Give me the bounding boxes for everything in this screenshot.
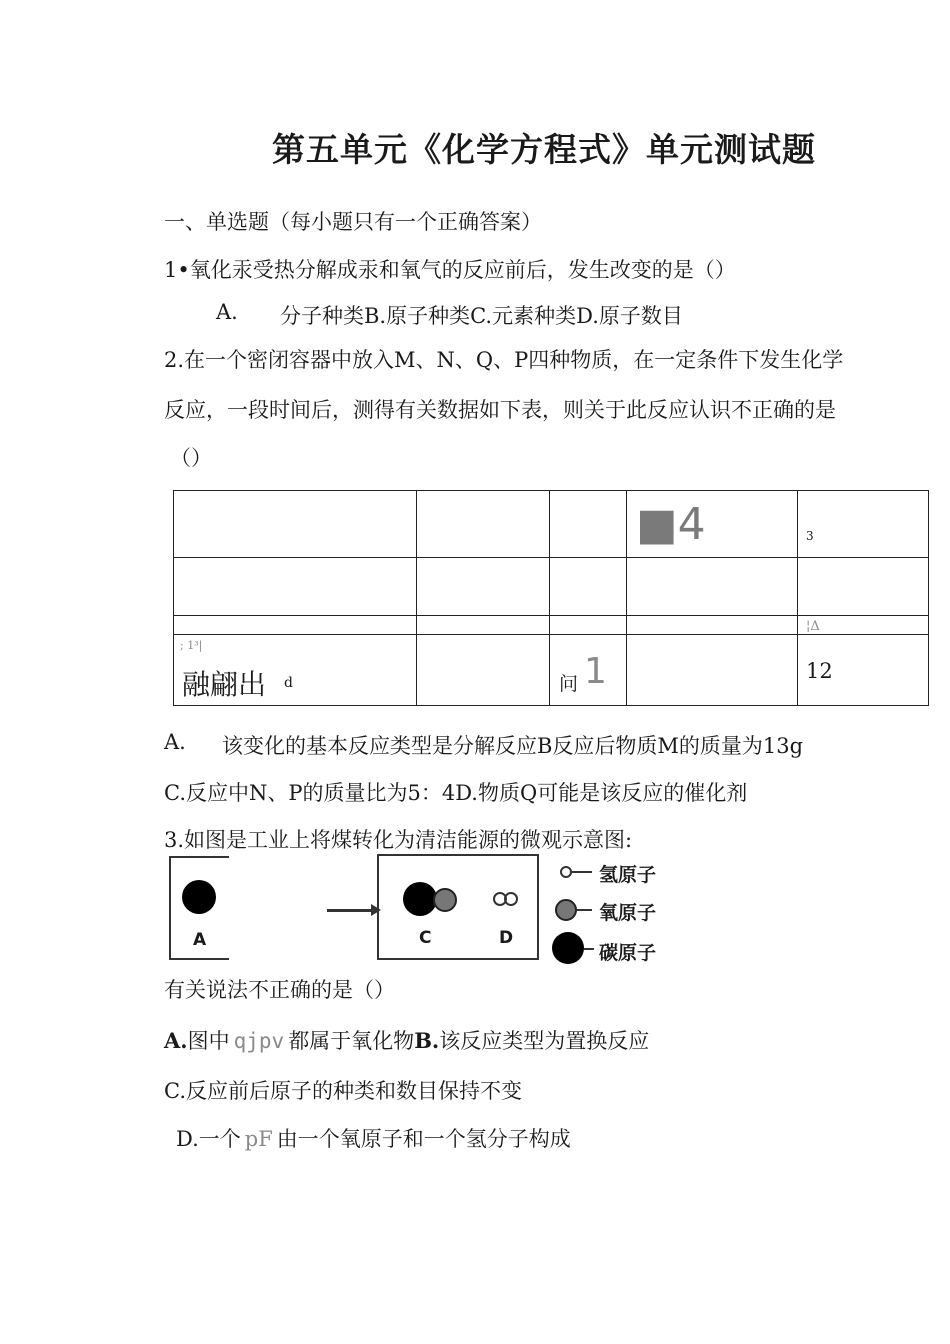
table-cell: 3 <box>806 529 814 543</box>
page-title: 第五单元《化学方程式》单元测试题 <box>272 130 816 169</box>
data-table <box>173 490 929 706</box>
legend-carbon: 碳原子 <box>599 942 657 964</box>
carbon-legend-icon <box>552 932 584 964</box>
table-cell: 融翩出 <box>182 668 267 701</box>
table-col-divider <box>797 491 798 705</box>
question-2-stem-line1: 2.在一个密闭容器中放入M、N、Q、P四种物质，在一定条件下发生化学 <box>164 348 844 372</box>
table-row-divider <box>174 615 928 616</box>
question-3-option-c: C.反应前后原子的种类和数目保持不变 <box>164 1079 522 1103</box>
table-col-divider <box>549 491 550 705</box>
option-a-text-2: 都属于氧化物 <box>288 1029 415 1053</box>
question-2-options-ab: 该变化的基本反应类型是分解反应B反应后物质M的质量为13g <box>222 734 804 758</box>
question-2-stem-line2: 反应，一段时间后，测得有关数据如下表，则关于此反应认识不正确的是 <box>164 398 836 422</box>
table-cell: ■4 <box>636 499 706 550</box>
question-1-options: 分子种类B.原子种类C.元素种类D.原子数目 <box>280 304 683 328</box>
table-cell: d <box>284 675 293 691</box>
table-cell: ; 1³| <box>180 639 203 652</box>
legend-line <box>572 871 592 873</box>
question-3-options-ab <box>164 1025 649 1055</box>
arrow-shaft <box>327 909 373 912</box>
section-heading: 一、单选题（每小题只有一个正确答案） <box>164 210 542 234</box>
table-col-divider <box>626 491 627 705</box>
table-cell: ¦Δ <box>806 619 820 634</box>
table-cell: 1 <box>584 651 607 692</box>
option-b-text: 该反应类型为置换反应 <box>439 1029 650 1053</box>
legend-line <box>584 948 594 950</box>
question-3-option-d <box>176 1123 571 1153</box>
table-cell: 问 <box>559 673 579 695</box>
option-b-marker: B. <box>414 1028 440 1053</box>
question-2-stem-line3: （） <box>170 446 212 470</box>
table-col-divider <box>416 491 417 705</box>
label-c: C <box>419 928 432 948</box>
question-2-option-a-marker: A. <box>164 730 186 754</box>
option-d-text-2: 由一个氧原子和一个氢分子构成 <box>276 1127 571 1151</box>
reaction-diagram <box>167 852 677 968</box>
legend-hydrogen: 氢原子 <box>599 864 657 886</box>
hydrogen-legend-icon <box>560 866 572 878</box>
question-1-stem: 1•氧化汞受热分解成汞和氧气的反应前后，发生改变的是（） <box>164 258 736 282</box>
legend-line <box>577 909 592 911</box>
option-a-text-1: 图中 <box>187 1029 230 1053</box>
question-3-stem: 3.如图是工业上将煤转化为清洁能源的微观示意图: <box>164 828 633 852</box>
option-a-garbled: qjpv <box>233 1029 285 1053</box>
oxygen-atom <box>433 888 457 912</box>
product-box <box>377 854 539 960</box>
question-3-subprompt: 有关说法不正确的是（） <box>164 978 395 1002</box>
label-a: A <box>193 930 207 950</box>
table-row-divider <box>174 634 928 635</box>
option-a-marker: A. <box>164 1028 188 1053</box>
legend-oxygen: 氧原子 <box>599 902 657 924</box>
table-row-divider <box>174 557 928 558</box>
question-2-options-cd: C.反应中N、P的质量比为5：4D.物质Q可能是该反应的催化剂 <box>164 781 748 805</box>
option-d-garbled: pF <box>244 1127 273 1151</box>
oxygen-legend-icon <box>555 899 577 921</box>
carbon-atom <box>403 882 437 916</box>
label-d: D <box>499 928 514 948</box>
option-d-text-1: D.一个 <box>176 1127 241 1151</box>
question-1-option-a-marker: A. <box>216 300 238 324</box>
table-cell: 12 <box>806 659 833 683</box>
hydrogen-atom <box>504 892 518 906</box>
carbon-atom <box>182 880 216 914</box>
